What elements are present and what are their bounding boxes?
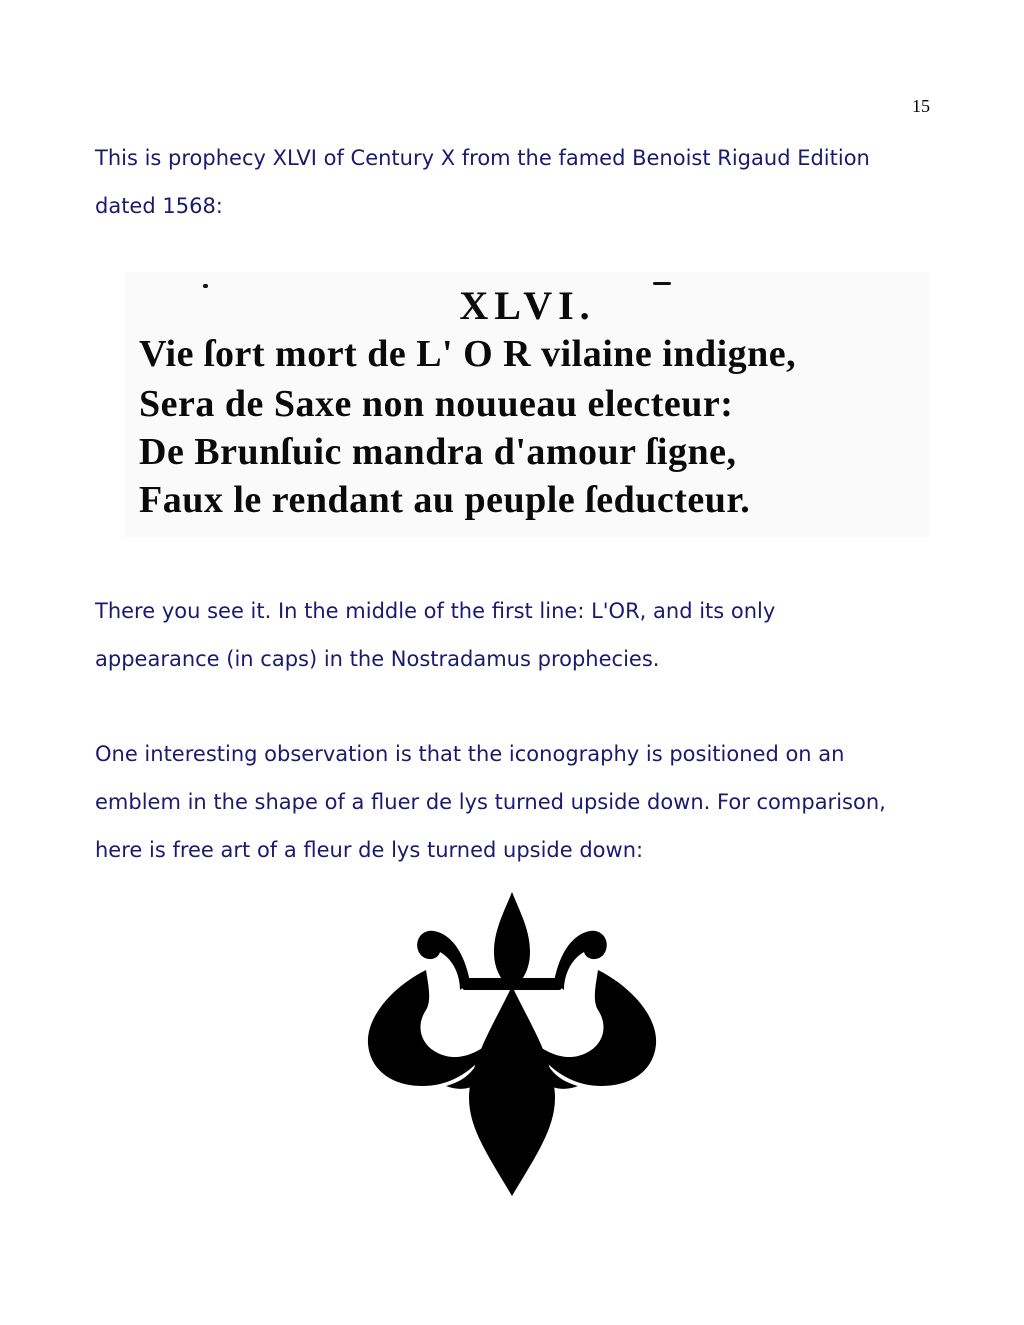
intro-paragraph [95,134,935,230]
observation-line-2: appearance (in caps) in the Nostradamus prophecies. [95,647,660,671]
comparison-line-1: One interesting observation is that the iconography is positioned on an [95,742,845,766]
verse-line-2: Sera de Saxe non nouueau electeur: [139,383,734,425]
intro-line-2: dated 1568: [95,194,223,218]
fleur-de-lys-inverted-icon [366,890,658,1198]
observation-paragraph [95,587,935,683]
comparison-line-2: emblem in the shape of a fluer de lys turned upside down. For comparison, [95,790,886,814]
comparison-paragraph [95,730,935,874]
observation-line-1: There you see it. In the middle of the first line: L'OR, and its only [95,599,776,623]
prophecy-scan-image [125,272,930,537]
prophecy-heading: XLVI. [459,283,596,328]
verse-line-1: Vie ſort mort de L' O R vilaine indigne, [139,333,797,375]
intro-line-1: This is prophecy XLVI of Century X from the famed Benoist Rigaud Edition [95,146,870,170]
verse-line-3: De Brunſuic mandra d'amour ſigne, [139,431,737,473]
comparison-line-3: here is free art of a fleur de lys turned upside down: [95,838,644,862]
verse-line-4: Faux le rendant au peuple ſeducteur. [139,479,751,521]
page-number: 15 [912,96,930,116]
